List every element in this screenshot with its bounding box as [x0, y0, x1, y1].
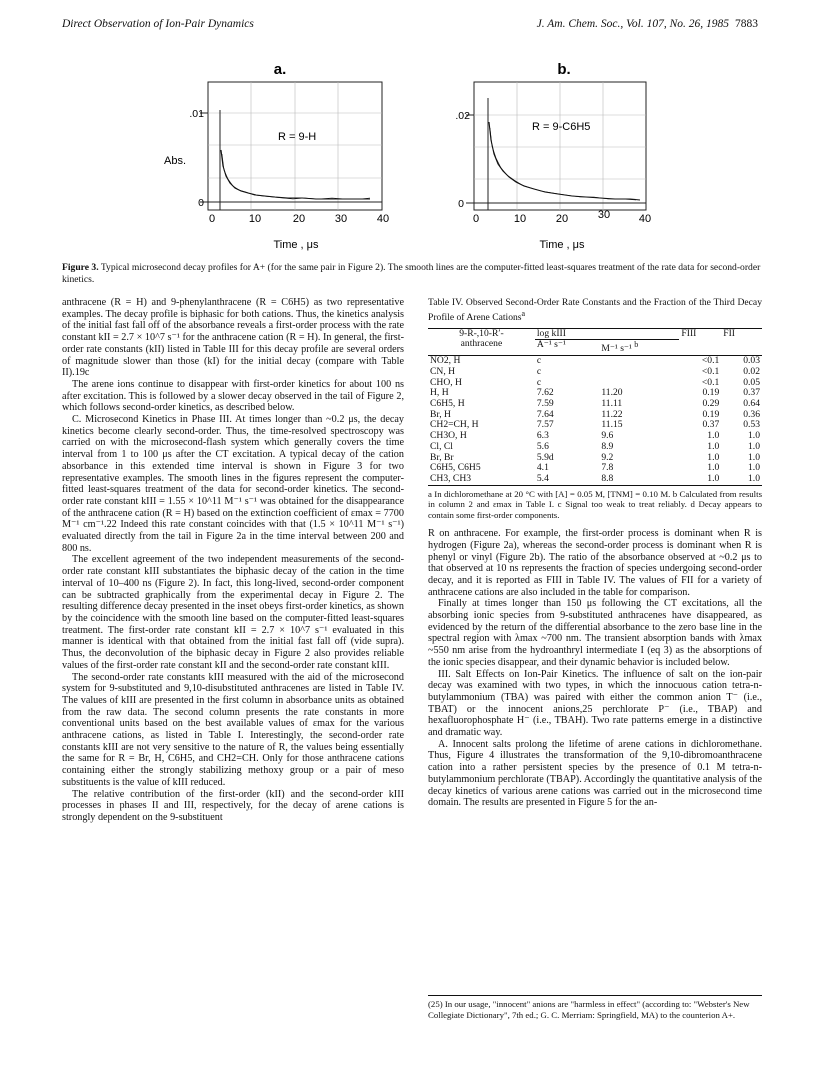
substituent-cell: C6H5, C6H5 — [430, 462, 481, 474]
col-header-line: 9-R-,10-R′- — [459, 327, 504, 339]
substituent-cell: CN, H — [430, 365, 456, 377]
col-header-m-text: M⁻¹ s⁻¹ — [601, 343, 632, 355]
right-column — [428, 297, 762, 809]
table-row — [428, 474, 762, 485]
paragraph: The excellent agreement of the two independent measurements of the second-order rate constant kIII substantiates the biphasic decay of the cation in the time interval of 10–400 ns (Figure 2). In fact, this long-lived, second-order component can be subtracted graphically from the experimental decay in Figure 2. The resulting difference decay presented in the inset obeys first-order kinetics, as shown by the coincidence with the smooth line based on the computer-fitted least-squares treatment. The first-order rate constant kII = 2.7 × 10^7 s⁻¹ evaluated in this manner is identical with that obtained from the initial fast fall off (vide supra). Thus, the deconvolution of the biphasic decay in Figure 2 also provides reliable values of the first-order rate constant kII and the second-order rate constant kIII. — [62, 554, 404, 671]
col-header-substituent — [428, 328, 535, 356]
paragraph: The relative contribution of the first-order (kII) and the second-order kIII processes in phases II and III, respectively, for the decay of arene cations is strongly dependent on the 9-substituent — [62, 788, 404, 823]
substituent-cell: NO2, H — [430, 355, 461, 367]
fii-cell: 0.02 — [743, 365, 760, 377]
fii-cell: 0.64 — [743, 398, 760, 409]
fiii-cell: <0.1 — [701, 365, 720, 377]
figure-panel-a — [160, 58, 400, 258]
fiii-cell: 1.0 — [707, 472, 720, 484]
fii-cell: 0.37 — [743, 387, 760, 399]
figure-caption-label: Figure 3. — [62, 262, 99, 273]
panel-b-xlabel: Time , μs — [539, 239, 585, 251]
log-m-cell — [599, 367, 679, 378]
figure-caption-text: Typical microsecond decay profiles for A+ (for the same pair in Figure 2). The smooth lines are the computer-fitted least-squares treatment of the rate data for second-order kinetics. — [62, 262, 761, 285]
paragraph: III. Salt Effects on Ion-Pair Kinetics. The influence of salt on the ion-pair decay was examined with two types, in which the innocuous cation tetra-n-butylammonium (TBA) was paired with either the common anion T⁻ (i.e., TBAT) or the innocent anions,25 perchlorate P⁻ (i.e., TBAP) and hexafluorophosphate H⁻ (i.e., TBAH). Two rate patterns emerge in a distinctive and dramatic way. — [428, 668, 762, 739]
substituent-cell: Cl, Cl — [430, 440, 453, 452]
log-m-cell: 11.22 — [601, 408, 623, 420]
running-header-left: Direct Observation of Ion-Pair Dynamics — [62, 18, 254, 30]
col-header-a: A⁻¹ s⁻¹ — [536, 339, 566, 351]
substituent-cell: CHO, H — [430, 376, 462, 388]
log-a-cell: 7.62 — [536, 387, 554, 399]
panel-a-xlabel: Time , μs — [273, 239, 319, 251]
log-m-cell — [599, 356, 679, 367]
panel-a-ytick-top: .01 — [189, 108, 204, 120]
panel-a-xtick: 30 — [334, 213, 348, 225]
table-row — [428, 442, 762, 453]
table-title — [428, 297, 762, 324]
table-row — [428, 367, 762, 378]
substituent-cell: H, H — [430, 387, 449, 399]
substituent-cell: CH3, CH3 — [430, 472, 472, 484]
col-header-line: anthracene — [460, 338, 503, 350]
panel-b-xtick: 20 — [555, 213, 569, 225]
table-footnotes: a In dichloromethane at 20 °C with [A] = 0.05 M, [TNM] = 0.10 M. b Calculated from results in column 2 and εmax in Table I. c Signal too weak to treat reliably. d Decay appears to contain some first-order components. — [428, 488, 762, 520]
table-iv — [428, 328, 762, 486]
footnote-25: (25) In our usage, "innocent" anions are "harmless in effect" (according to: "Webster's New Collegiate Dictionary", 7th ed.; G. C. Merriam: Springfield, MA) to the counterion A+. — [428, 995, 762, 1020]
panel-b-ytick-top: .02 — [455, 110, 470, 122]
fiii-cell: 1.0 — [707, 462, 720, 474]
log-a-cell: 5.4 — [536, 472, 549, 484]
fii-cell: 0.53 — [743, 419, 760, 431]
col-header-m-sup: b — [634, 340, 639, 350]
panel-b-xtick: 10 — [513, 213, 527, 225]
log-a-cell: 7.59 — [536, 398, 554, 409]
log-a-cell: 4.1 — [536, 462, 549, 474]
table-title-sup: a — [521, 309, 526, 319]
log-a-cell: c — [536, 376, 542, 388]
fiii-cell: <0.1 — [701, 355, 720, 367]
running-header-right — [537, 18, 758, 30]
col-header-m — [599, 340, 679, 356]
log-a-cell: c — [536, 365, 542, 377]
log-a-cell: 5.6 — [536, 440, 549, 452]
log-a-cell: 7.64 — [536, 408, 554, 420]
log-m-cell: 8.8 — [601, 472, 614, 484]
paragraph: C. Microsecond Kinetics in Phase III. At times longer than ~0.2 μs, the decay kinetics become clearly second-order. Thus, the time-resolved spectroscopy was carried on with the microsecond-flash system which generally covers the time interval from 1 to 100 μs after the CT excitation. A typical decay of the cation absorbance in this extended time interval is shown in Figure 3 for two representative examples. The smooth lines in the figures represent the computer-fitted least-squares treatment of the data for second-order kinetics. The second-order rate constant kIII = 1.55 × 10^11 M⁻¹ s⁻¹ was obtained for the disappearance of the anthracene cation (R = H) based on the extinction coefficient of εmax = 7700 M⁻¹ cm⁻¹.22 Indeed this rate constant coincides with that (1.5 × 10^11 M⁻¹ s⁻¹) evaluated directly from the tail in Figure 2a in the time interval between 200 and 800 ns. — [62, 414, 404, 554]
panel-a-ytick-zero: 0 — [198, 197, 204, 209]
panel-a-xtick: 40 — [376, 213, 390, 225]
col-header-fii: FII — [723, 327, 736, 339]
log-m-cell: 9.2 — [601, 451, 614, 463]
fiii-cell: 1.0 — [707, 451, 720, 463]
fii-cell: 0.36 — [743, 408, 760, 420]
log-m-cell: 11.15 — [601, 419, 623, 431]
left-column — [62, 297, 404, 824]
log-m-cell: 11.11 — [601, 398, 623, 409]
col-group-header: log kIII — [535, 328, 680, 340]
log-m-cell: 11.20 — [601, 387, 623, 399]
paragraph: Finally at times longer than 150 μs following the CT excitations, all the absorbing ionic species from 9-substituted anthracenes have disappeared, as evidenced by the return of the differential absorbance to the zero base line in the spectral region with λmax ~700 nm. The transient absorption bands with λmax ~550 nm arise from the hydroanthryl intermediate I (eq 3) as the absorptions of the ionic species disappear, and their dynamic behavior is included below. — [428, 598, 762, 668]
panel-b-xtick: 30 — [597, 209, 611, 221]
log-a-cell: 5.9d — [536, 451, 554, 463]
substituent-cell: CH2=CH, H — [430, 419, 479, 431]
panel-a-annotation: R = 9-H — [278, 131, 317, 143]
fii-cell: 1.0 — [748, 430, 760, 442]
panel-a-label: a. — [273, 61, 287, 78]
substituent-cell: Br, H — [430, 408, 451, 420]
substituent-cell: C6H5, H — [430, 398, 465, 409]
log-m-cell: 7.8 — [601, 462, 614, 474]
fiii-cell: 0.29 — [702, 398, 720, 409]
fiii-cell: 0.19 — [702, 408, 720, 420]
paragraph: R on anthracene. For example, the first-order process is dominant when R is hydrogen (Figure 2a), whereas the second-order process is dominant when R is phenyl or vinyl (Figure 2b). The ratio of the absorbance observed at ~0.2 μs to that observed at 10 ns represents the fraction of species undergoing second-order decay, and it is reported as FIII in Table IV. The values of FII for a variety of anthracene cations are also included in the table for comparison. — [428, 528, 762, 598]
fii-cell: 1.0 — [748, 472, 760, 484]
journal-citation: J. Am. Chem. Soc., Vol. 107, No. 26, 1985 — [536, 18, 729, 30]
page-number: 7883 — [735, 18, 758, 30]
fiii-cell: 0.19 — [702, 387, 720, 399]
fii-cell: 1.0 — [748, 440, 760, 452]
paragraph: The second-order rate constants kIII measured with the aid of the microsecond system for 9-substituted and 9,10-disubstituted anthracenes are listed in Table IV. The values of kIII are presented in the first column in absorbance units as obtained from the raw data. The second column presents the rate constants in more conventional units based on the best available values of εmax for the various anthracene cations, as listed in Table I. Interestingly, the second-order rate constants kIII are not very sensitive to the nature of R, the values being essentially the same for R = Br, H, C6H5, and CH2=CH. Only for those anthracene cations containing either the strongly stabilizing methoxy group or a pair of meso substituents is the value of kIII reduced. — [62, 671, 404, 788]
panel-b-xtick: 0 — [472, 213, 480, 225]
paragraph: A. Innocent salts prolong the lifetime of arene cations in dichloromethane. Thus, Figure 4 illustrates the transformation of the 9,10-dibromoanthracene cation into a rather persistent species by the presence of 0.1 M tetra-n-butylammonium perchlorate (TBAP). Accordingly the quantitative analysis of the decay kinetics of various arene cations was carried out in the microsecond time domain. The results are presented in Figure 5 for the an- — [428, 738, 762, 809]
fiii-cell: 1.0 — [707, 430, 720, 442]
paragraph: anthracene (R = H) and 9-phenylanthracene (R = C6H5) as two representative examples. The decay profile is biphasic for both cations. Thus, the kinetics analysis of the initial fast fall off of the absorbance reveals a first-order process with the rate constant kII = 2.7 × 10^7 s⁻¹ for the anthracene cation (R = H). In general, the first-order rate constants (kII) listed in Table III for this decay profile are several orders of magnitude slower than those (kI) for the initial decay (compare with Table II).19c — [62, 297, 404, 379]
paragraph: The arene ions continue to disappear with first-order kinetics for about 100 ns after excitation. This is followed by a slower decay observed in the tail of Figure 2, which follows second-order kinetics, as described below. — [62, 378, 404, 414]
substituent-cell: CH3O, H — [430, 430, 467, 442]
log-m-cell: 8.9 — [601, 440, 614, 452]
fiii-cell: <0.1 — [701, 376, 720, 388]
figure-panel-b — [440, 58, 680, 258]
fii-cell: 1.0 — [748, 451, 760, 463]
fii-cell: 0.03 — [743, 355, 760, 367]
panel-b-ytick-zero: 0 — [458, 198, 464, 210]
fii-cell: 0.05 — [743, 376, 760, 388]
panel-a-xtick: 20 — [292, 213, 306, 225]
panel-b-annotation: R = 9-C6H5 — [532, 121, 591, 133]
log-a-cell: 7.57 — [536, 419, 554, 431]
figure-caption — [62, 262, 762, 285]
panel-a-xtick: 0 — [208, 213, 216, 225]
log-m-cell: 9.6 — [601, 430, 614, 442]
log-a-cell: 6.3 — [536, 430, 549, 442]
col-header-fiii: FIII — [681, 327, 697, 339]
panel-a-xtick: 10 — [248, 213, 262, 225]
fiii-cell: 0.37 — [702, 419, 720, 431]
panel-a-ylabel: Abs. — [164, 155, 187, 167]
panel-b-xtick: 40 — [638, 213, 652, 225]
log-a-cell: c — [536, 355, 542, 367]
fii-cell: 1.0 — [748, 462, 760, 474]
fiii-cell: 1.0 — [707, 440, 720, 452]
substituent-cell: Br, Br — [430, 451, 454, 463]
panel-b-label: b. — [557, 61, 571, 78]
table-title-text: Table IV. Observed Second-Order Rate Constants and the Fraction of the Third Decay Profile of Arene Cations — [428, 297, 762, 324]
